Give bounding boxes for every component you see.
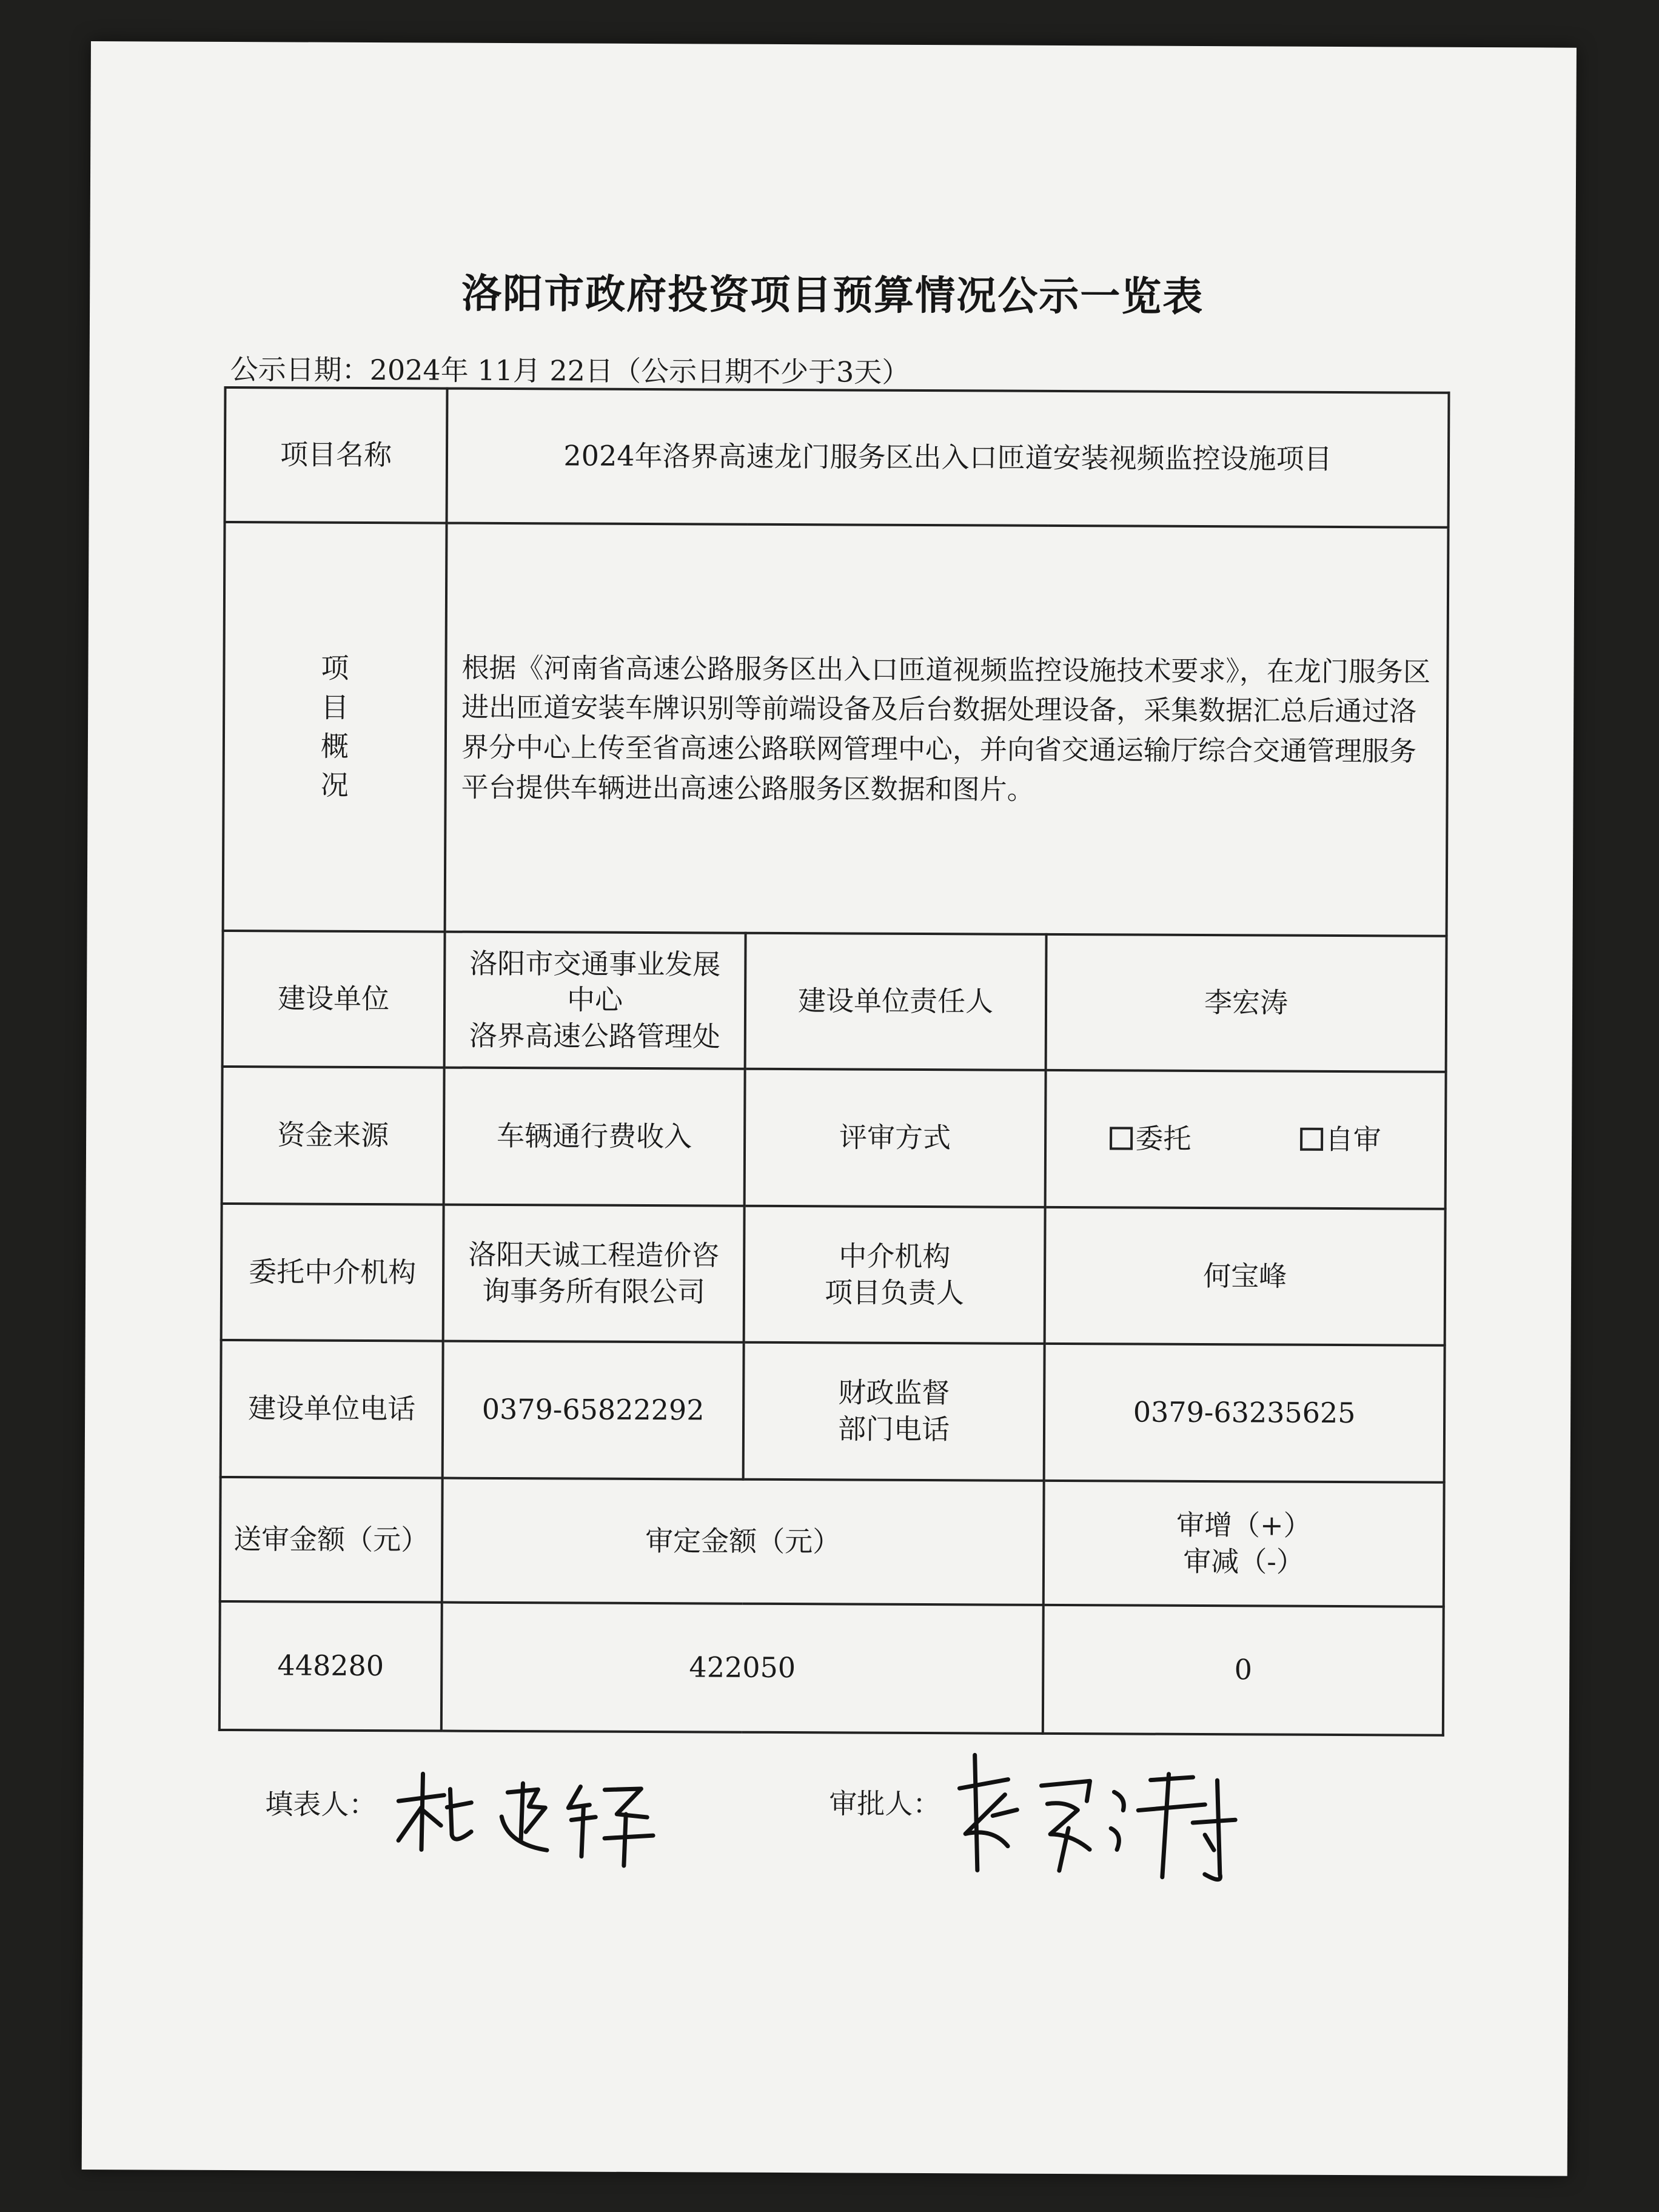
review-method-options — [1045, 1070, 1446, 1209]
agency-head-label: 中介机构 项目负责人 — [744, 1205, 1045, 1344]
responsible-person-label: 建设单位责任人 — [745, 933, 1047, 1070]
budget-table — [218, 386, 1450, 1737]
review-method-label: 评审方式 — [745, 1069, 1046, 1207]
approver-signature — [950, 1743, 1278, 1889]
option-entrusted: 委托 — [1110, 1121, 1191, 1157]
submitted-amount-label: 送审金额（元） — [220, 1477, 443, 1603]
filler-signature — [386, 1758, 666, 1881]
option-self-review: 自审 — [1300, 1122, 1381, 1158]
construction-unit-value: 洛阳市交通事业发展 中心 洛界高速公路管理处 — [444, 932, 746, 1069]
finance-phone-label: 财政监督 部门电话 — [743, 1342, 1045, 1481]
submitted-amount-value: 448280 — [220, 1601, 442, 1731]
notice-date: 公示日期：2024年 11月 22日（公示日期不少于3天） — [230, 353, 910, 389]
row-project-name — [225, 387, 1449, 527]
checkbox-icon — [1300, 1128, 1323, 1151]
project-name-label: 项目名称 — [225, 387, 447, 523]
filler-label: 填表人： — [265, 1788, 377, 1822]
document-page — [82, 41, 1577, 2176]
agency-label: 委托中介机构 — [221, 1204, 444, 1341]
row-construction-unit — [223, 931, 1447, 1071]
funding-source-value: 车辆通行费收入 — [444, 1068, 745, 1206]
agency-head-value: 何宝峰 — [1045, 1207, 1446, 1346]
difference-value: 0 — [1043, 1605, 1444, 1735]
phone-label: 建设单位电话 — [221, 1340, 443, 1478]
overview-label: 项 目 概 况 — [223, 522, 447, 932]
row-amount-values — [220, 1601, 1444, 1735]
approved-amount-label: 审定金额（元） — [442, 1478, 1044, 1606]
row-phone — [221, 1340, 1445, 1482]
construction-unit-label: 建设单位 — [223, 931, 445, 1067]
finance-phone-value: 0379-63235625 — [1044, 1344, 1445, 1483]
phone-value: 0379-65822292 — [443, 1341, 744, 1480]
responsible-person-value: 李宏涛 — [1046, 934, 1447, 1071]
checkbox-icon — [1110, 1127, 1133, 1150]
row-amount-headers — [220, 1477, 1444, 1607]
page-title: 洛阳市政府投资项目预算情况公示一览表 — [461, 269, 1204, 321]
row-funding — [222, 1067, 1446, 1208]
overview-text: 根据《河南省高速公路服务区出入口匝道视频监控设施技术要求》，在龙门服务区进出匝道安装车牌识别等前端设备及后台数据处理设备，采集数据汇总后通过洛界分中心上传至省高速公路联网管理中心，并向省交通运输厅综合交通管理服务平台提供车辆进出高速公路服务区数据和图片。 — [445, 523, 1449, 936]
approved-amount-value: 422050 — [441, 1603, 1044, 1734]
approver-label: 审批人： — [829, 1787, 941, 1821]
agency-value: 洛阳天诚工程造价咨 询事务所有限公司 — [443, 1204, 745, 1342]
row-agency — [221, 1204, 1446, 1346]
row-overview — [223, 522, 1449, 937]
difference-label: 审增（+） 审减（-） — [1044, 1481, 1444, 1607]
funding-source-label: 资金来源 — [222, 1067, 444, 1204]
project-name-value: 2024年洛界高速龙门服务区出入口匝道安装视频监控设施项目 — [447, 389, 1449, 528]
